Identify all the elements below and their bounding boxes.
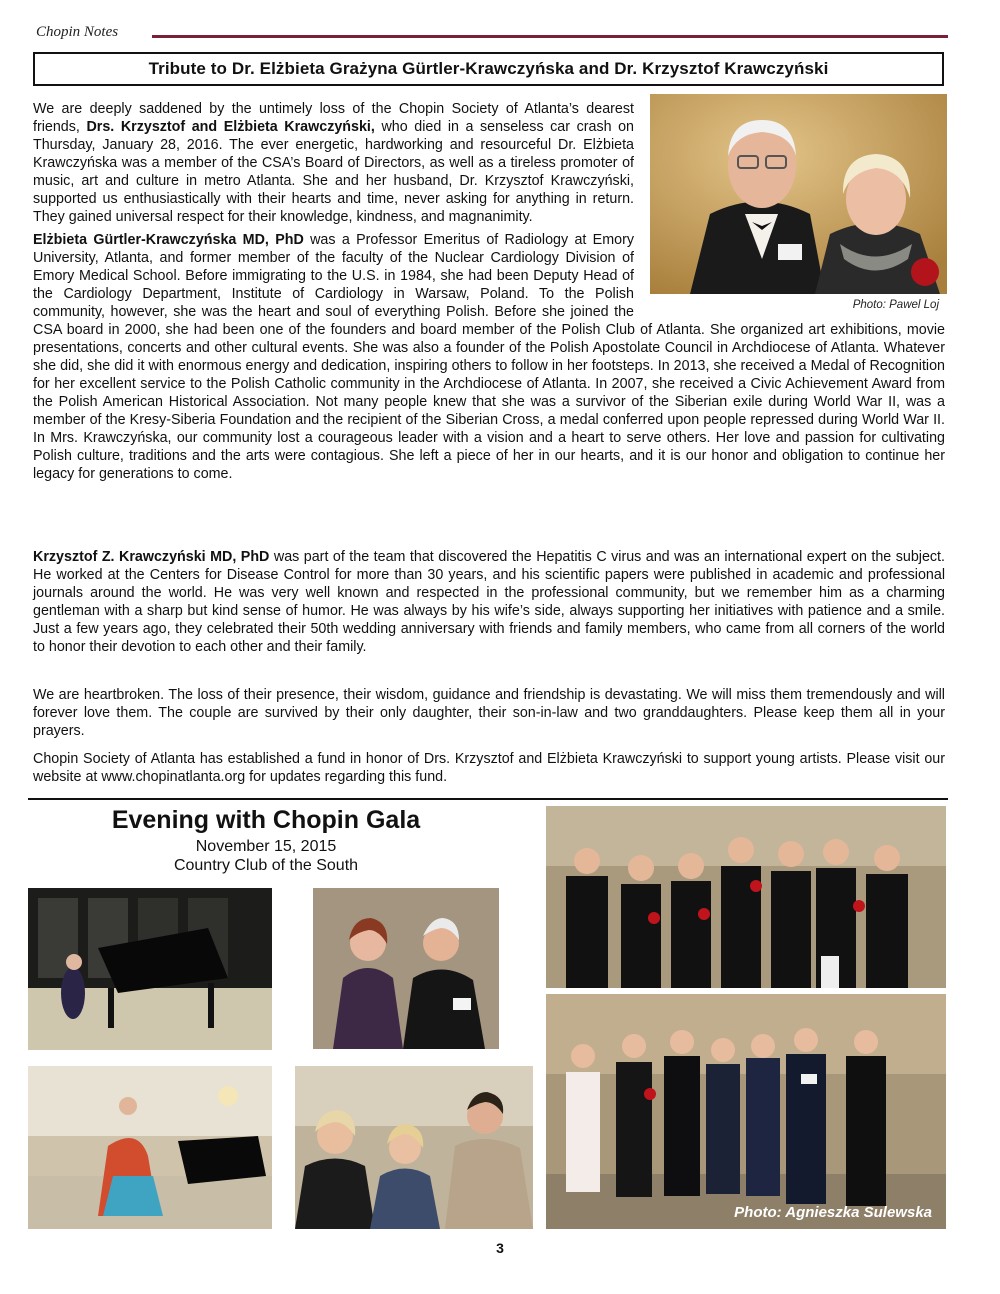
- paragraph-elzbieta-text: was a Professor Emeritus of Radiology at Emory University, Atlanta, and former member of the faculty of the Nuclear Cardiology Division of Emory Medical School. Before immigrating to the U.S. in 1984, she had been Deputy Head of the Cardiology Department, Institute of Cardiology in Warsaw, Poland. To the Polish community, however, she was the heart and soul of everything Polish. Before she joined the CSA board in 2000, she had been one of the founders and board member of the Polish Club of Atlanta. She organized art exhibitions, movie presentations, concerts and other cultural events. She was also a founder of the Polish Apostolate Council in Archdiocese of Atlanta. Whatever she did, she did it with enormous energy and dedication, inspiring others to follow in her footsteps. In 2013, she received a Medal of Recognition for her excellent service to the Polish Catholic community in the Archdiocese of Atlanta. In 2007, she received a Civic Achievement Award from the Polish American Historical Association. Not many people knew that she was a survivor of the Siberian exile during World War II, was a member of the Kresy-Siberia Foundation and the recipient of the Siberian Cross, a medal conferred upon people repressed during World War II. In Mrs. Krawczyńska, our community lost a courageous leader with a vision and a heart to serve others. Her love and passion for cultivating Polish culture, traditions and the arts were contagious. She left a piece of her in our hearts, and it is our honor and obligation to continue her legacy for generations to come.: [33, 232, 945, 482]
- gala-photo-conversation: [295, 1066, 533, 1229]
- gala-date: November 15, 2015: [195, 838, 337, 855]
- paragraph-elzbieta-bold: Elżbieta Gürtler-Krawczyńska MD, PhD: [33, 232, 304, 248]
- running-head: Chopin Notes: [36, 24, 119, 40]
- gala-photo-young-artists: [546, 994, 946, 1229]
- paragraph-heartbroken: We are heartbroken. The loss of their presence, their wisdom, guidance and friendship is devastating. We will miss them tremendously and will forever love them. The couple are survived by their only daughter, their son-in-law and two granddaughters. Please keep them all in your prayers.: [33, 687, 945, 739]
- section-divider: [28, 798, 948, 800]
- article-body-top: [33, 100, 945, 546]
- gala-photo-pianist: [28, 888, 272, 1050]
- header-rule: [152, 35, 948, 38]
- paragraph-fund: Chopin Society of Atlanta has established a fund in honor of Drs. Krzysztof and Elżbieta Krawczyński to support young artists. Please visit our website at www.chopinatlanta.org for updates regarding this fund.: [33, 751, 945, 785]
- portrait-photo: [650, 94, 947, 294]
- paragraph-krzysztof-text: was part of the team that discovered the Hepatitis C virus and was an international expert on the subject. He worked at the Centers for Disease Control for more than 30 years, and his scientific papers were published in academic and professional journals around the world. He was very well known and respected in the professional community, but we remember him as a charming gentleman with a sharp but kind sense of humor. He was always by his wife’s side, always supporting her initiatives with patience and a smile. Just a few years ago, they celebrated their 50th wedding anniversary with friends and family members, who came from all corners of the world to honor their devotion to each other and their family.: [33, 549, 945, 655]
- gala-photo-couple: [313, 888, 499, 1049]
- paragraph-intro-text-a: We are deeply saddened by the untimely loss of the Chopin Society of Atlanta’s dearest friends,: [33, 101, 634, 135]
- paragraph-krzysztof-bold: Krzysztof Z. Krawczyński MD, PhD: [33, 549, 270, 565]
- article-title: Tribute to Dr. Elżbieta Grażyna Gürtler-Krawczyńska and Dr. Krzysztof Krawczyński: [148, 59, 829, 78]
- article-title-box: [33, 52, 944, 86]
- portrait-caption: Photo: Pawel Loj: [852, 299, 939, 311]
- gala-photo-credit: Photo: Agnieszka Sulewska: [734, 1204, 932, 1221]
- gala-photo-dancer: [28, 1066, 272, 1229]
- gala-photo-group-women: [546, 806, 946, 988]
- paragraph-krzysztof: [33, 548, 945, 656]
- page-number: 3: [496, 1240, 504, 1256]
- gala-venue: Country Club of the South: [173, 857, 359, 874]
- gala-title: Evening with Chopin Gala: [111, 806, 421, 834]
- paragraph-intro-bold: Drs. Krzysztof and Elżbieta Krawczyński,: [86, 119, 375, 135]
- paragraph-intro-text-b: who died in a senseless car crash on Thursday, January 28, 2016. The ever energetic, hardworking and resourceful Dr. Elżbieta Krawczyńska was a member of the CSA’s Board of Directors, as well as a tireless promoter of music, art and culture in metro Atlanta. She and her husband, Dr. Krzysztof Krawczyński, supported us enthusiastically with their hearts and time, never asking for anything in return. They gained universal respect for their knowledge, kindness, and magnanimity.: [33, 119, 635, 225]
- portrait-photo-block: [650, 94, 947, 312]
